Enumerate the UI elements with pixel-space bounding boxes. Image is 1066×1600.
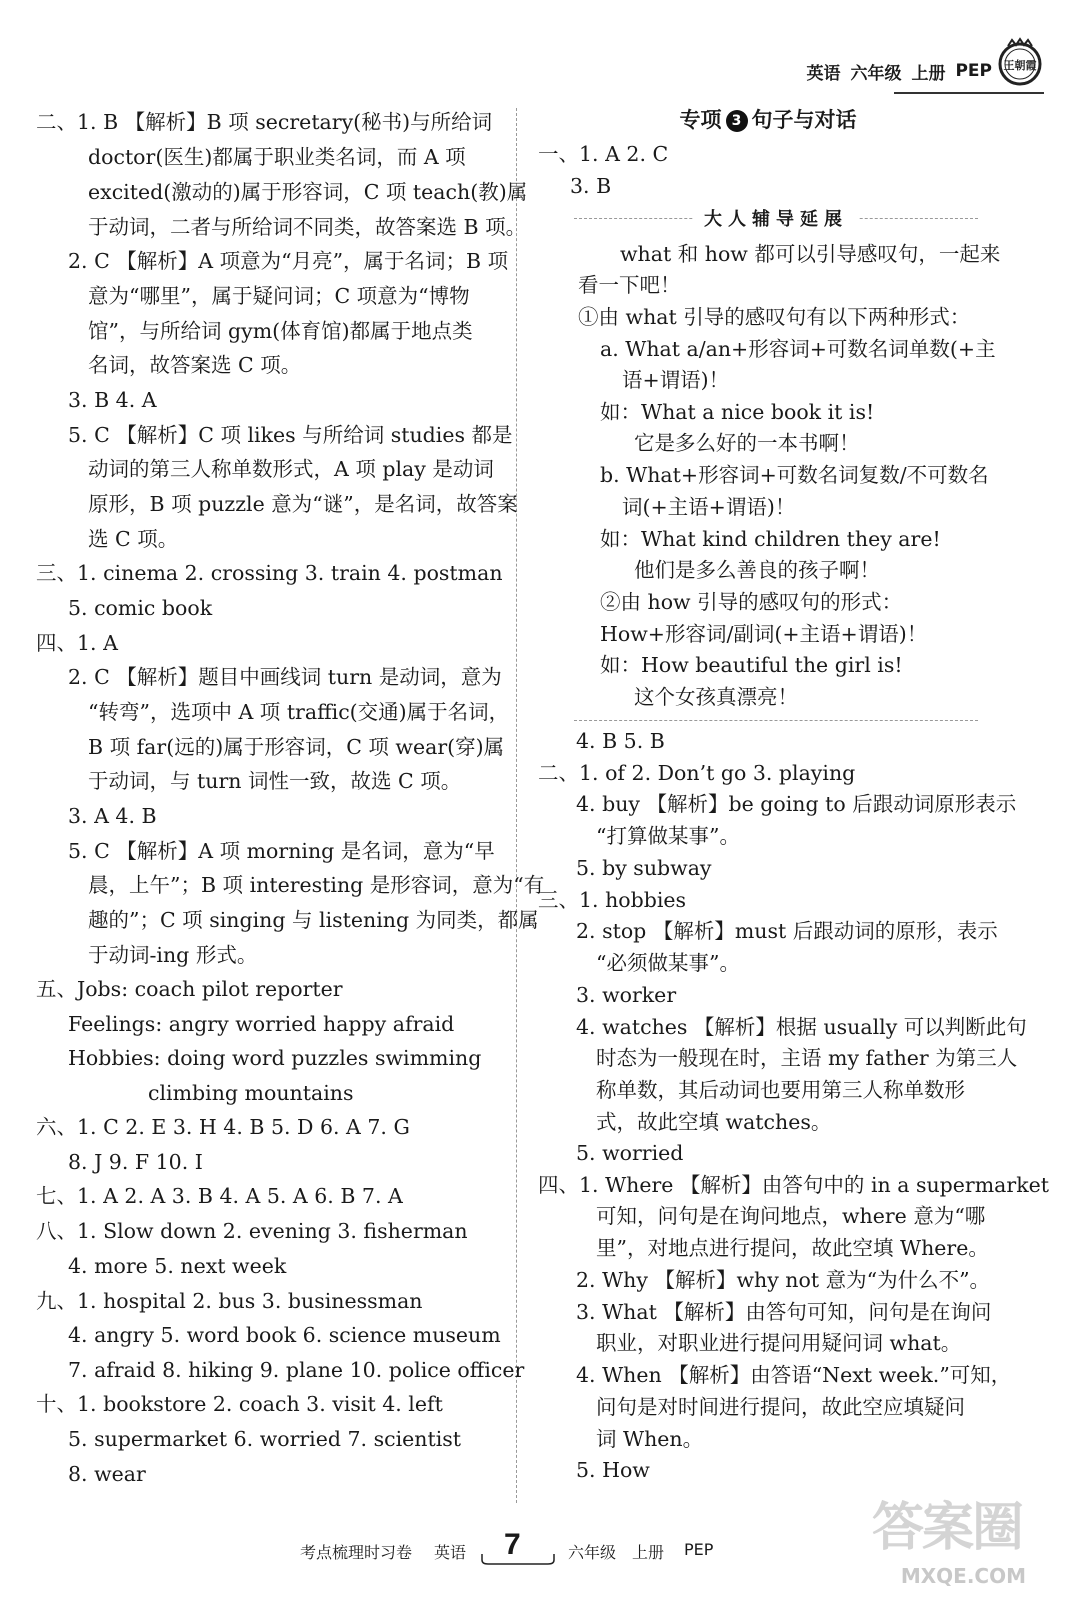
- left-answer-line: 3. B 4. A: [68, 388, 157, 412]
- right-answer-line: 时态为一般现在时，主语 my father 为第三人: [596, 1046, 1018, 1070]
- left-answer-line: 三、1. cinema 2. crossing 3. train 4. postman: [36, 561, 503, 585]
- header-rule: [894, 92, 1044, 94]
- left-answer-line: 于动词，二者与所给词不同类，故答案选 B 项。: [88, 215, 527, 239]
- right-answer-line: 他们是多么善良的孩子啊！: [634, 558, 880, 582]
- footer-subject: 英语: [434, 1543, 467, 1562]
- right-answer-line: 看一下吧！: [578, 273, 681, 297]
- right-answer-line: what 和 how 都可以引导感叹句，一起来: [620, 242, 1001, 266]
- left-answer-line: 选 C 项。: [88, 527, 179, 551]
- right-answer-line: 3. B: [570, 174, 612, 198]
- header-term: 上册: [911, 63, 946, 84]
- right-answer-line: 2. Why 【解析】why not 意为“为什么不”。: [576, 1268, 991, 1292]
- left-answer-line: 5. C 【解析】C 项 likes 与所给词 studies 都是: [68, 423, 513, 447]
- right-answer-line: 问句是对时间进行提问，故此空应填疑问: [596, 1395, 965, 1419]
- right-answer-line: 2. stop 【解析】must 后跟动词的原形，表示: [576, 919, 998, 943]
- section-title: [538, 104, 998, 134]
- right-answer-line: b. What+形容词+可数名词复数/不可数名: [600, 463, 989, 487]
- right-answer-line: 词(+主语+谓语)！: [622, 495, 796, 519]
- right-answer-line: 4. B 5. B: [576, 729, 665, 753]
- left-answer-line: 5. comic book: [68, 596, 213, 620]
- header-edition: PEP: [955, 61, 992, 81]
- left-answer-line: 六、1. C 2. E 3. H 4. B 5. D 6. A 7. G: [36, 1115, 410, 1139]
- left-answer-line: 于动词，与 turn 词性一致，故选 C 项。: [88, 769, 462, 793]
- left-answer-line: Hobbies: doing word puzzles swimming: [68, 1046, 482, 1070]
- left-answer-line: 动词的第三人称单数形式，A 项 play 是动词: [88, 457, 494, 481]
- right-answer-line: 职业，对职业进行提问用疑问词 what。: [596, 1331, 962, 1355]
- left-answer-line: 3. A 4. B: [68, 804, 157, 828]
- right-answer-line: 称单数，其后动词也要用第三人称单数形: [596, 1078, 965, 1102]
- left-answer-line: 八、1. Slow down 2. evening 3. fisherman: [36, 1219, 468, 1243]
- page-number: 7: [504, 1528, 521, 1561]
- right-answer-line: ①由 what 引导的感叹句有以下两种形式：: [578, 305, 971, 329]
- footer-term: 上册: [632, 1543, 665, 1562]
- footer-book: 考点梳理时习卷: [300, 1543, 413, 1562]
- right-answer-line: 式，故此空填 watches。: [596, 1110, 832, 1134]
- right-answer-line: How+形容词/副词(+主语+谓语)！: [600, 622, 928, 646]
- left-answer-line: 二、1. B 【解析】B 项 secretary(秘书)与所给词: [36, 110, 493, 134]
- right-answer-line: 3. worker: [576, 983, 677, 1007]
- watermark-logo-text: 答案圈: [871, 1498, 1022, 1558]
- section-number-badge: 3: [726, 110, 748, 132]
- left-answer-line: 5. supermarket 6. worried 7. scientist: [68, 1427, 462, 1451]
- header-grade: 六年级: [850, 63, 902, 84]
- column-divider: [516, 108, 517, 1503]
- right-answer-line: 5. How: [576, 1458, 650, 1482]
- header-subject: 英语: [806, 63, 841, 84]
- left-answer-line: “转弯”，选项中 A 项 traffic(交通)属于名词，: [88, 700, 510, 724]
- left-answer-line: 5. C 【解析】A 项 morning 是名词，意为“早: [68, 839, 495, 863]
- right-answer-line: 这个女孩真漂亮！: [634, 685, 798, 709]
- left-answer-line: 五、Jobs: coach pilot reporter: [36, 977, 343, 1001]
- left-answer-line: 4. angry 5. word book 6. science museum: [68, 1323, 501, 1347]
- right-answer-line: 语+谓语)！: [622, 368, 730, 392]
- right-answer-line: 四、1. Where 【解析】由答句中的 in a supermarket: [538, 1173, 1049, 1197]
- page-header: [796, 56, 992, 86]
- right-answer-line: 如：How beautiful the girl is!: [600, 653, 903, 677]
- left-answer-line: 于动词-ing 形式。: [88, 943, 258, 967]
- left-answer-line: 2. C 【解析】题目中画线词 turn 是动词，意为: [68, 665, 502, 689]
- left-answer-line: 四、1. A: [36, 631, 118, 655]
- right-answer-line: 如：What a nice book it is!: [600, 400, 875, 424]
- left-answer-line: 2. C 【解析】A 项意为“月亮”，属于名词；B 项: [68, 249, 509, 273]
- right-answer-line: 3. What 【解析】由答句可知，问句是在询问: [576, 1300, 992, 1324]
- right-answer-line: 4. watches 【解析】根据 usually 可以判断此句: [576, 1015, 1027, 1039]
- left-answer-line: 8. wear: [68, 1462, 146, 1486]
- right-answer-line: 它是多么好的一本书啊！: [634, 431, 860, 455]
- watermark-url: MXQE.COM: [900, 1564, 1026, 1588]
- left-answer-line: 馆”，与所给词 gym(体育馆)都属于地点类: [88, 319, 473, 343]
- left-answer-line: 4. more 5. next week: [68, 1254, 287, 1278]
- left-answer-line: 九、1. hospital 2. bus 3. businessman: [36, 1289, 423, 1313]
- left-answer-line: 十、1. bookstore 2. coach 3. visit 4. left: [36, 1392, 443, 1416]
- right-answer-line: 5. worried: [576, 1141, 684, 1165]
- left-answer-line: B 项 far(远的)属于形容词，C 项 wear(穿)属: [88, 735, 505, 759]
- right-answer-line: “打算做某事”。: [596, 824, 740, 848]
- right-answer-line: 可知，问句是在询问地点，where 意为“哪: [596, 1204, 986, 1228]
- section-prefix: 专项: [679, 108, 722, 132]
- left-answer-line: Feelings: angry worried happy afraid: [68, 1012, 455, 1036]
- right-answer-line: “必须做某事”。: [596, 951, 740, 975]
- box-bottom-rule: [574, 720, 978, 721]
- right-answer-line: 4. buy 【解析】be going to 后跟动词原形表示: [576, 792, 1017, 816]
- right-answer-line: 5. by subway: [576, 856, 712, 880]
- left-answer-line: 名词，故答案选 C 项。: [88, 353, 302, 377]
- section-title-text: 句子与对话: [751, 108, 857, 132]
- right-answer-line: 二、1. of 2. Don’t go 3. playing: [538, 761, 856, 785]
- left-answer-line: 趣的”；C 项 singing 与 listening 为同类，都属: [88, 908, 539, 932]
- right-answer-line: 词 When。: [596, 1427, 704, 1451]
- right-answer-line: 4. When 【解析】由答语“Next week.”可知，: [576, 1363, 1012, 1387]
- right-answer-line: a. What a/an+形容词+可数名词单数(+主: [600, 337, 996, 361]
- left-answer-line: 晨，上午”；B 项 interesting 是形容词，意为“有: [88, 873, 545, 897]
- right-answer-line: 里”，对地点进行提问，故此空填 Where。: [596, 1236, 989, 1260]
- right-answer-line: 如：What kind children they are!: [600, 527, 941, 551]
- right-answer-line: 三、1. hobbies: [538, 888, 687, 912]
- right-answer-line: ②由 how 引导的感叹句的形式：: [600, 590, 903, 614]
- footer-grade: 六年级: [568, 1543, 617, 1562]
- left-answer-line: excited(激动的)属于形容词，C 项 teach(教)属: [88, 180, 528, 204]
- left-answer-line: 8. J 9. F 10. I: [68, 1150, 203, 1174]
- svg-text:王朝霞: 王朝霞: [1003, 59, 1037, 72]
- left-answer-line: climbing mountains: [148, 1081, 354, 1105]
- left-answer-line: 意为“哪里”，属于疑问词；C 项意为“博物: [88, 284, 470, 308]
- footer-edition: PEP: [684, 1540, 714, 1559]
- right-answer-line: 一、1. A 2. C: [538, 142, 669, 166]
- publisher-logo: [996, 36, 1044, 92]
- left-answer-line: doctor(医生)都属于职业类名词，而 A 项: [88, 145, 466, 169]
- left-answer-line: 7. afraid 8. hiking 9. plane 10. police officer: [68, 1358, 525, 1382]
- page-number-bracket-icon: [480, 1552, 556, 1566]
- left-answer-line: 七、1. A 2. A 3. B 4. A 5. A 6. B 7. A: [36, 1184, 403, 1208]
- box-title: 大人辅导延展: [574, 205, 978, 231]
- left-answer-line: 原形，B 项 puzzle 意为“谜”，是名词，故答案: [88, 492, 518, 516]
